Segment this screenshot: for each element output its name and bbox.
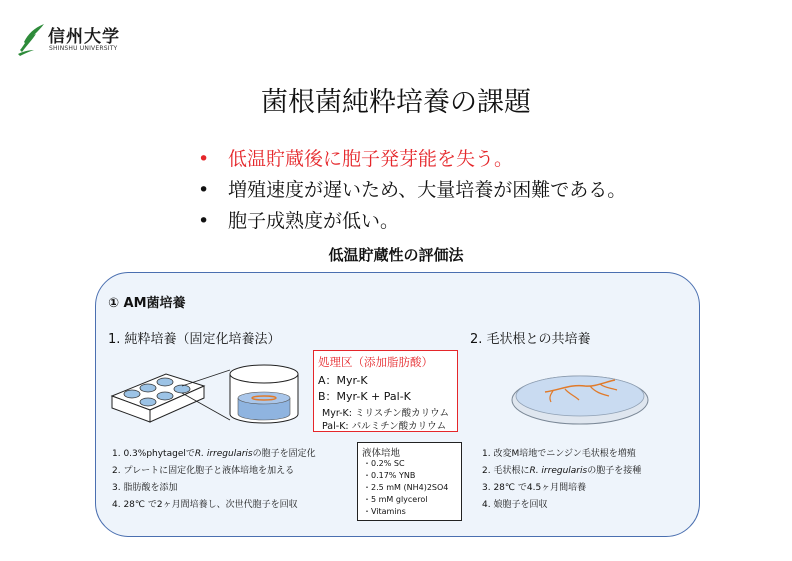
panel-heading: ① AM菌培養: [108, 296, 186, 311]
bullet-symbol: •: [198, 179, 210, 201]
step-item: [112, 497, 357, 514]
pure-culture-label: 1. 純粋培養（固定化培養法）: [108, 332, 281, 347]
medium-item: ・0.17% YNB: [363, 471, 416, 480]
slide-title: 菌根菌純粋培養の課題: [261, 87, 531, 118]
step-item: [482, 463, 692, 480]
step-text: 4. 28℃ で2ヶ月間培養し、次世代胞子を回収: [112, 500, 298, 510]
step-item: [112, 446, 357, 463]
medium-list: [363, 458, 448, 518]
medium-item: ・0.2% SC: [363, 459, 405, 468]
bullet-text: 低温貯蔵後に胞子発芽能を失う。: [228, 148, 514, 170]
university-logo: [14, 18, 154, 62]
step-item: [112, 463, 357, 480]
medium-title: 液体培地: [362, 448, 401, 459]
medium-item: ・5 mM glycerol: [363, 495, 428, 504]
step-text: の胞子を接種: [587, 466, 642, 476]
section-subheading: 低温貯蔵性の評価法: [328, 246, 464, 264]
treatment-title: 処理区（添加脂肪酸）: [318, 355, 433, 369]
bullet-text: 胞子成熟度が低い。: [228, 210, 400, 232]
co-culture-label: 2. 毛状根との共培養: [470, 332, 591, 347]
step-text: 2. プレートに固定化胞子と液体培地を加える: [112, 466, 295, 476]
bullet-item: [198, 206, 399, 233]
step-item: [482, 480, 692, 497]
co-culture-steps: [482, 446, 692, 514]
bullet-item: [198, 175, 626, 202]
bullet-text: 増殖速度が遅いため、大量培養が困難である。: [228, 179, 627, 201]
logo-name: 信州大学: [48, 27, 120, 47]
treatment-note-myr: Myr-K: ミリスチン酸カリウム: [322, 408, 450, 419]
species-name: R. irregularis: [194, 449, 253, 459]
step-text: 2. 毛状根に: [482, 466, 530, 476]
medium-item: ・2.5 mM (NH4)2SO4: [363, 483, 449, 492]
logo-subtitle: SHINSHU UNIVERSITY: [49, 45, 118, 52]
petri-dish-illustration: [505, 360, 655, 430]
step-text: の胞子を固定化: [252, 449, 316, 459]
species-name: R. irregularis: [529, 466, 588, 476]
step-item: [482, 446, 692, 463]
step-text: 4. 娘胞子を回収: [482, 500, 548, 510]
step-text: 3. 脂肪酸を添加: [112, 483, 178, 493]
step-text: 1. 改変M培地でニンジン毛状根を増殖: [482, 449, 636, 459]
leaf-logo-icon: [14, 20, 46, 56]
step-item: [112, 480, 357, 497]
bullet-symbol: •: [198, 148, 210, 170]
step-item: [482, 497, 692, 514]
step-text: 3. 28℃ で4.5ヶ月間培養: [482, 483, 587, 493]
well-plate-illustration: [108, 360, 313, 430]
medium-item: ・Vitamins: [363, 507, 406, 516]
bullet-item: [198, 144, 513, 171]
step-text: 1. 0.3%phytagelで: [112, 449, 195, 459]
treatment-a: A：Myr-K: [318, 374, 368, 387]
pure-culture-steps: [112, 446, 357, 514]
treatment-b: B：Myr-K + Pal-K: [318, 390, 411, 403]
treatment-note-pal: Pal-K: パルミチン酸カリウム: [322, 421, 447, 432]
bullet-symbol: •: [198, 210, 210, 232]
